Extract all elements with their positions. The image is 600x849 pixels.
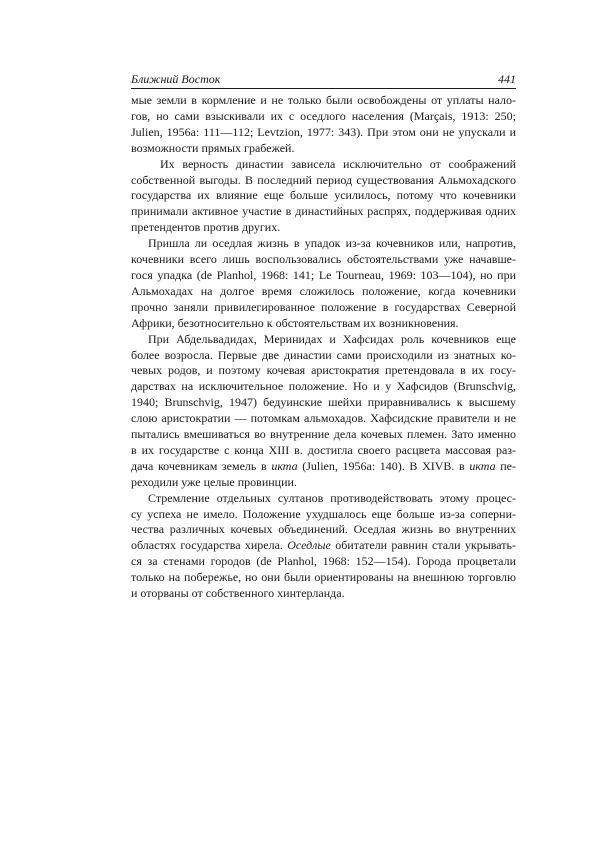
text-line (131, 459, 516, 475)
text-line (131, 332, 516, 348)
text-line (131, 300, 516, 316)
text-line (131, 109, 516, 125)
text-segment: и оторваны от собственного хинтерланда. (131, 586, 345, 601)
text-segment: Их верность династии зависела исключительно от соображений (160, 156, 516, 171)
text-segment: принимали активное участие в династийных распрях, поддерживая одних (131, 204, 516, 219)
text-line (131, 586, 516, 602)
text-line (131, 173, 516, 189)
text-segment: ся за стенами городов (de Planhol, 1968: 152—154). Города процветали (131, 554, 516, 569)
text-segment: чества различных кочевых объединений. Оседлая жизнь во внутренних (131, 522, 516, 537)
text-segment: возможности прямых грабежей. (131, 140, 295, 155)
text-segment: (Julien, 1956a: 140). В XIVB. в (297, 458, 470, 473)
body-text (131, 93, 516, 602)
text-line (131, 475, 516, 491)
text-segment: претендентов против других. (131, 220, 281, 235)
text-line (131, 363, 516, 379)
text-segment: слою аристократии — потомкам альмохадов. Хафсидские правители и не (131, 411, 516, 426)
text-segment: государства их влияние еще больше усилилось, потому что кочевники (131, 188, 516, 203)
text-segment: мые земли в кормление и не только были освобождены от уплаты нало- (131, 93, 516, 107)
paragraph (131, 236, 516, 331)
text-segment: чевых родов, и поэтому кочевая аристократия претендовала в их госу- (131, 363, 516, 378)
text-segment: пытались вмешиваться во внутренние дела кочевых племен. Зато именно (131, 427, 516, 442)
text-segment: более возросла. Первые две династии сами происходили из знатных ко- (131, 347, 516, 362)
italic-term: Оседлые (287, 538, 331, 553)
text-segment: обитатели равнин стали укрывать- (330, 538, 517, 553)
page-number: 441 (498, 72, 516, 86)
text-segment: 1940; Brunschvig, 1947) бедуинские шейхи приравнивались к высшему (131, 395, 516, 410)
text-line (131, 348, 516, 364)
running-title: Ближний Восток (131, 72, 221, 86)
text-segment: реходили уже целые провинции. (131, 474, 297, 489)
text-segment: только на побережье, но они были ориентированы на внешнюю торговлю (131, 570, 516, 585)
text-line (131, 188, 516, 204)
text-segment: областях государства хирела. (131, 538, 288, 553)
text-line (131, 491, 516, 507)
text-segment: су успеха не имело. Положение ухудшалось еще больше из-за соперни- (131, 506, 516, 521)
text-segment: прочно заняли привилегированное положение в государствах Северной (131, 299, 516, 314)
running-header (131, 72, 516, 86)
text-line (131, 236, 516, 252)
text-segment: Африки, безотносительно к обстоятельствам их возникновения. (131, 315, 459, 330)
text-line (131, 93, 516, 109)
text-line (131, 141, 516, 157)
text-line (131, 125, 516, 141)
text-segment: дарствах на исключительное положение. Но и у Хафсидов (Brunschvig, (131, 379, 516, 394)
text-segment: в их государстве с конца XIII в. достигла своего расцвета массовая раз- (131, 442, 516, 457)
text-segment: Альмохадах на долгое время сложилось положение, когда кочевники (131, 283, 516, 298)
text-line (131, 443, 516, 459)
text-line (131, 570, 516, 586)
italic-term: икта (271, 458, 298, 473)
text-line (131, 379, 516, 395)
text-line (131, 538, 516, 554)
text-segment: Пришла ли оседлая жизнь в упадок из-за кочевников или, напротив, (148, 236, 516, 251)
paragraph (131, 332, 516, 491)
text-segment: собственной выгоды. В последний период существования Альмохадского (131, 172, 516, 187)
text-segment: При Абдельвадидах, Меринидах и Хафсидах роль кочевников еще (148, 331, 516, 346)
text-line (131, 507, 516, 523)
text-segment: гов, но сами взыскивали их с оседлого населения (Marçais, 1913: 250; (131, 108, 516, 123)
text-line (131, 268, 516, 284)
text-segment: пе- (495, 458, 517, 473)
text-line (131, 395, 516, 411)
paragraph (131, 491, 516, 602)
text-segment: Стремление отдельных султанов противодействовать этому процес- (148, 490, 516, 505)
text-line (131, 522, 516, 538)
text-line (131, 204, 516, 220)
paragraph (131, 93, 516, 157)
paragraph (131, 157, 516, 237)
text-line (131, 157, 516, 173)
text-line (131, 220, 516, 236)
text-segment: Julien, 1956a: 111—112; Levtzion, 1977: 343). При этом они не упускали и (131, 124, 516, 139)
text-line (131, 427, 516, 443)
italic-term: икта (469, 458, 496, 473)
text-line (131, 411, 516, 427)
text-line (131, 284, 516, 300)
text-segment: кочевники всего лишь воспользовались обстоятельствами уже начавше- (131, 252, 516, 267)
header-rule (131, 88, 516, 89)
text-line (131, 252, 516, 268)
text-line (131, 316, 516, 332)
text-segment: гося упадка (de Planhol, 1968: 141; Le Tourneau, 1969: 103—104), но при (131, 267, 516, 282)
text-segment: дача кочевникам земель в (131, 458, 272, 473)
text-line (131, 554, 516, 570)
